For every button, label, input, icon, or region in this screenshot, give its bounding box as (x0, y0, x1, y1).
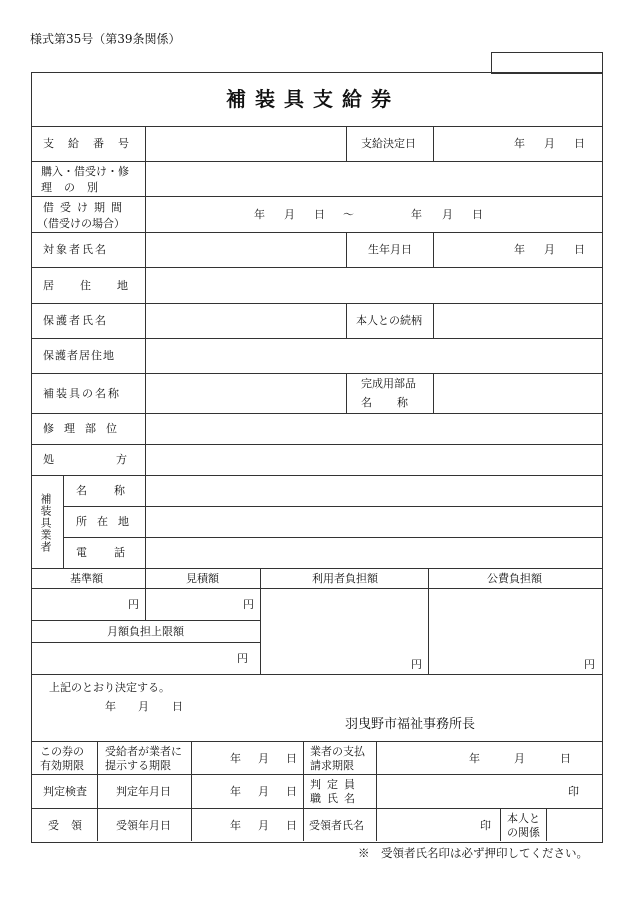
monthly-cap-yen: 円 (237, 652, 248, 665)
label-rental-period-1: 借受け期間 (43, 201, 128, 214)
office-name: 羽曳野市福祉事務所長 (345, 717, 476, 732)
month-label: 月 (544, 137, 555, 150)
parts-name-field[interactable] (434, 374, 601, 412)
footnote: ※ 受領者氏名印は必ず押印してください。 (358, 846, 588, 860)
inspection-year: 年 (230, 785, 241, 798)
label-receiver-rel-2: の関係 (507, 826, 540, 839)
guardian-name-field[interactable] (146, 304, 345, 337)
label-support-number: 支給番号 (43, 137, 143, 150)
label-receiver-rel-1: 本人と (507, 812, 540, 825)
label-birth-date: 生年月日 (368, 243, 412, 256)
label-prescription: 処方 (43, 453, 189, 466)
prescription-field[interactable] (146, 445, 601, 474)
form-number: 様式第35号（第39条関係） (30, 32, 181, 46)
label-submit-deadline-2: 提示する期限 (105, 759, 171, 772)
address-field[interactable] (146, 268, 601, 302)
label-validity-2: 有効期限 (40, 759, 84, 772)
inspection-month: 月 (258, 785, 269, 798)
decision-month: 月 (138, 700, 149, 713)
label-purchase-type-1: 購入・借受け・修 (41, 165, 129, 178)
payment-day: 日 (560, 752, 571, 765)
decision-day: 日 (172, 700, 183, 713)
birth-month: 月 (544, 243, 555, 256)
label-user-burden: 利用者負担額 (312, 572, 378, 585)
device-name-field[interactable] (146, 374, 345, 412)
relationship-field[interactable] (434, 304, 601, 337)
label-guardian-address: 保護者居住地 (43, 349, 115, 362)
label-submit-deadline-1: 受給者が業者に (105, 745, 182, 758)
label-vendor-group: 補装具業者 (39, 493, 52, 553)
public-burden-yen: 円 (584, 658, 595, 671)
label-receipt-date: 受領年月日 (116, 819, 171, 832)
payment-year: 年 (469, 752, 480, 765)
label-device-name: 補装具の名称 (43, 387, 121, 400)
label-payment-deadline-1: 業者の支払 (310, 745, 365, 758)
label-guardian-name: 保護者氏名 (43, 314, 108, 327)
label-payment-deadline-2: 請求期限 (310, 759, 354, 772)
vendor-name-field[interactable] (146, 476, 601, 505)
label-inspection-date: 判定年月日 (116, 785, 171, 798)
label-rental-period-2: （借受けの場合） (37, 217, 125, 230)
inspection-day: 日 (286, 785, 297, 798)
label-monthly-cap: 月額負担上限額 (107, 625, 184, 638)
day-label: 日 (574, 137, 585, 150)
rental-start-day: 日 (314, 208, 325, 221)
label-receipt: 受領 (48, 819, 94, 832)
receipt-year: 年 (230, 819, 241, 832)
label-address: 居住地 (43, 279, 154, 292)
decision-year: 年 (105, 700, 116, 713)
label-receiver-name: 受領者氏名 (309, 819, 364, 832)
guardian-address-field[interactable] (146, 339, 601, 372)
rental-start-year: 年 (254, 208, 265, 221)
label-purchase-type-2: 理の別 (41, 181, 110, 194)
label-inspector-1: 判定員 (310, 778, 361, 791)
receiver-name-field[interactable] (377, 809, 477, 840)
receipt-day: 日 (286, 819, 297, 832)
label-inspection: 判定検査 (43, 785, 87, 798)
support-number-field[interactable] (146, 127, 345, 160)
birth-year: 年 (514, 243, 525, 256)
label-parts-name-2: 名称 (361, 396, 433, 409)
label-public-burden: 公費負担額 (487, 572, 542, 585)
label-subject-name: 対象者氏名 (43, 243, 108, 256)
label-inspector-2: 職氏名 (310, 792, 361, 805)
birth-day: 日 (574, 243, 585, 256)
label-decision-date: 支給決定日 (361, 137, 416, 150)
label-validity-1: この券の (40, 745, 84, 758)
vendor-location-field[interactable] (146, 507, 601, 536)
user-burden-yen: 円 (411, 658, 422, 671)
inspector-seal: 印 (568, 785, 579, 798)
rental-end-month: 月 (442, 208, 453, 221)
label-base-amount: 基準額 (70, 572, 103, 585)
rental-start-month: 月 (284, 208, 295, 221)
receipt-month: 月 (258, 819, 269, 832)
year-label: 年 (514, 137, 525, 150)
rental-end-year: 年 (411, 208, 422, 221)
purchase-type-field[interactable] (146, 162, 601, 195)
receiver-seal: 印 (480, 819, 491, 832)
label-relationship: 本人との続柄 (356, 314, 422, 327)
subject-name-field[interactable] (146, 233, 345, 266)
repair-part-field[interactable] (146, 414, 601, 443)
base-amount-yen: 円 (128, 598, 139, 611)
label-repair-part: 修理部位 (43, 422, 127, 435)
label-estimate-amount: 見積額 (186, 572, 219, 585)
decision-text: 上記のとおり決定する。 (49, 681, 170, 694)
form-title: 補装具支給券 (226, 87, 400, 111)
submit-month: 月 (258, 752, 269, 765)
submit-year: 年 (230, 752, 241, 765)
estimate-amount-yen: 円 (243, 598, 254, 611)
vendor-phone-field[interactable] (146, 538, 601, 567)
label-vendor-phone: 電話 (76, 546, 152, 559)
submit-day: 日 (286, 752, 297, 765)
payment-month: 月 (514, 752, 525, 765)
label-parts-name-1: 完成用部品 (361, 377, 416, 390)
range-tilde: ～ (343, 208, 354, 221)
corner-stamp-box (491, 52, 603, 74)
label-vendor-name: 名称 (76, 484, 152, 497)
rental-end-day: 日 (472, 208, 483, 221)
label-vendor-location: 所在地 (76, 515, 139, 528)
